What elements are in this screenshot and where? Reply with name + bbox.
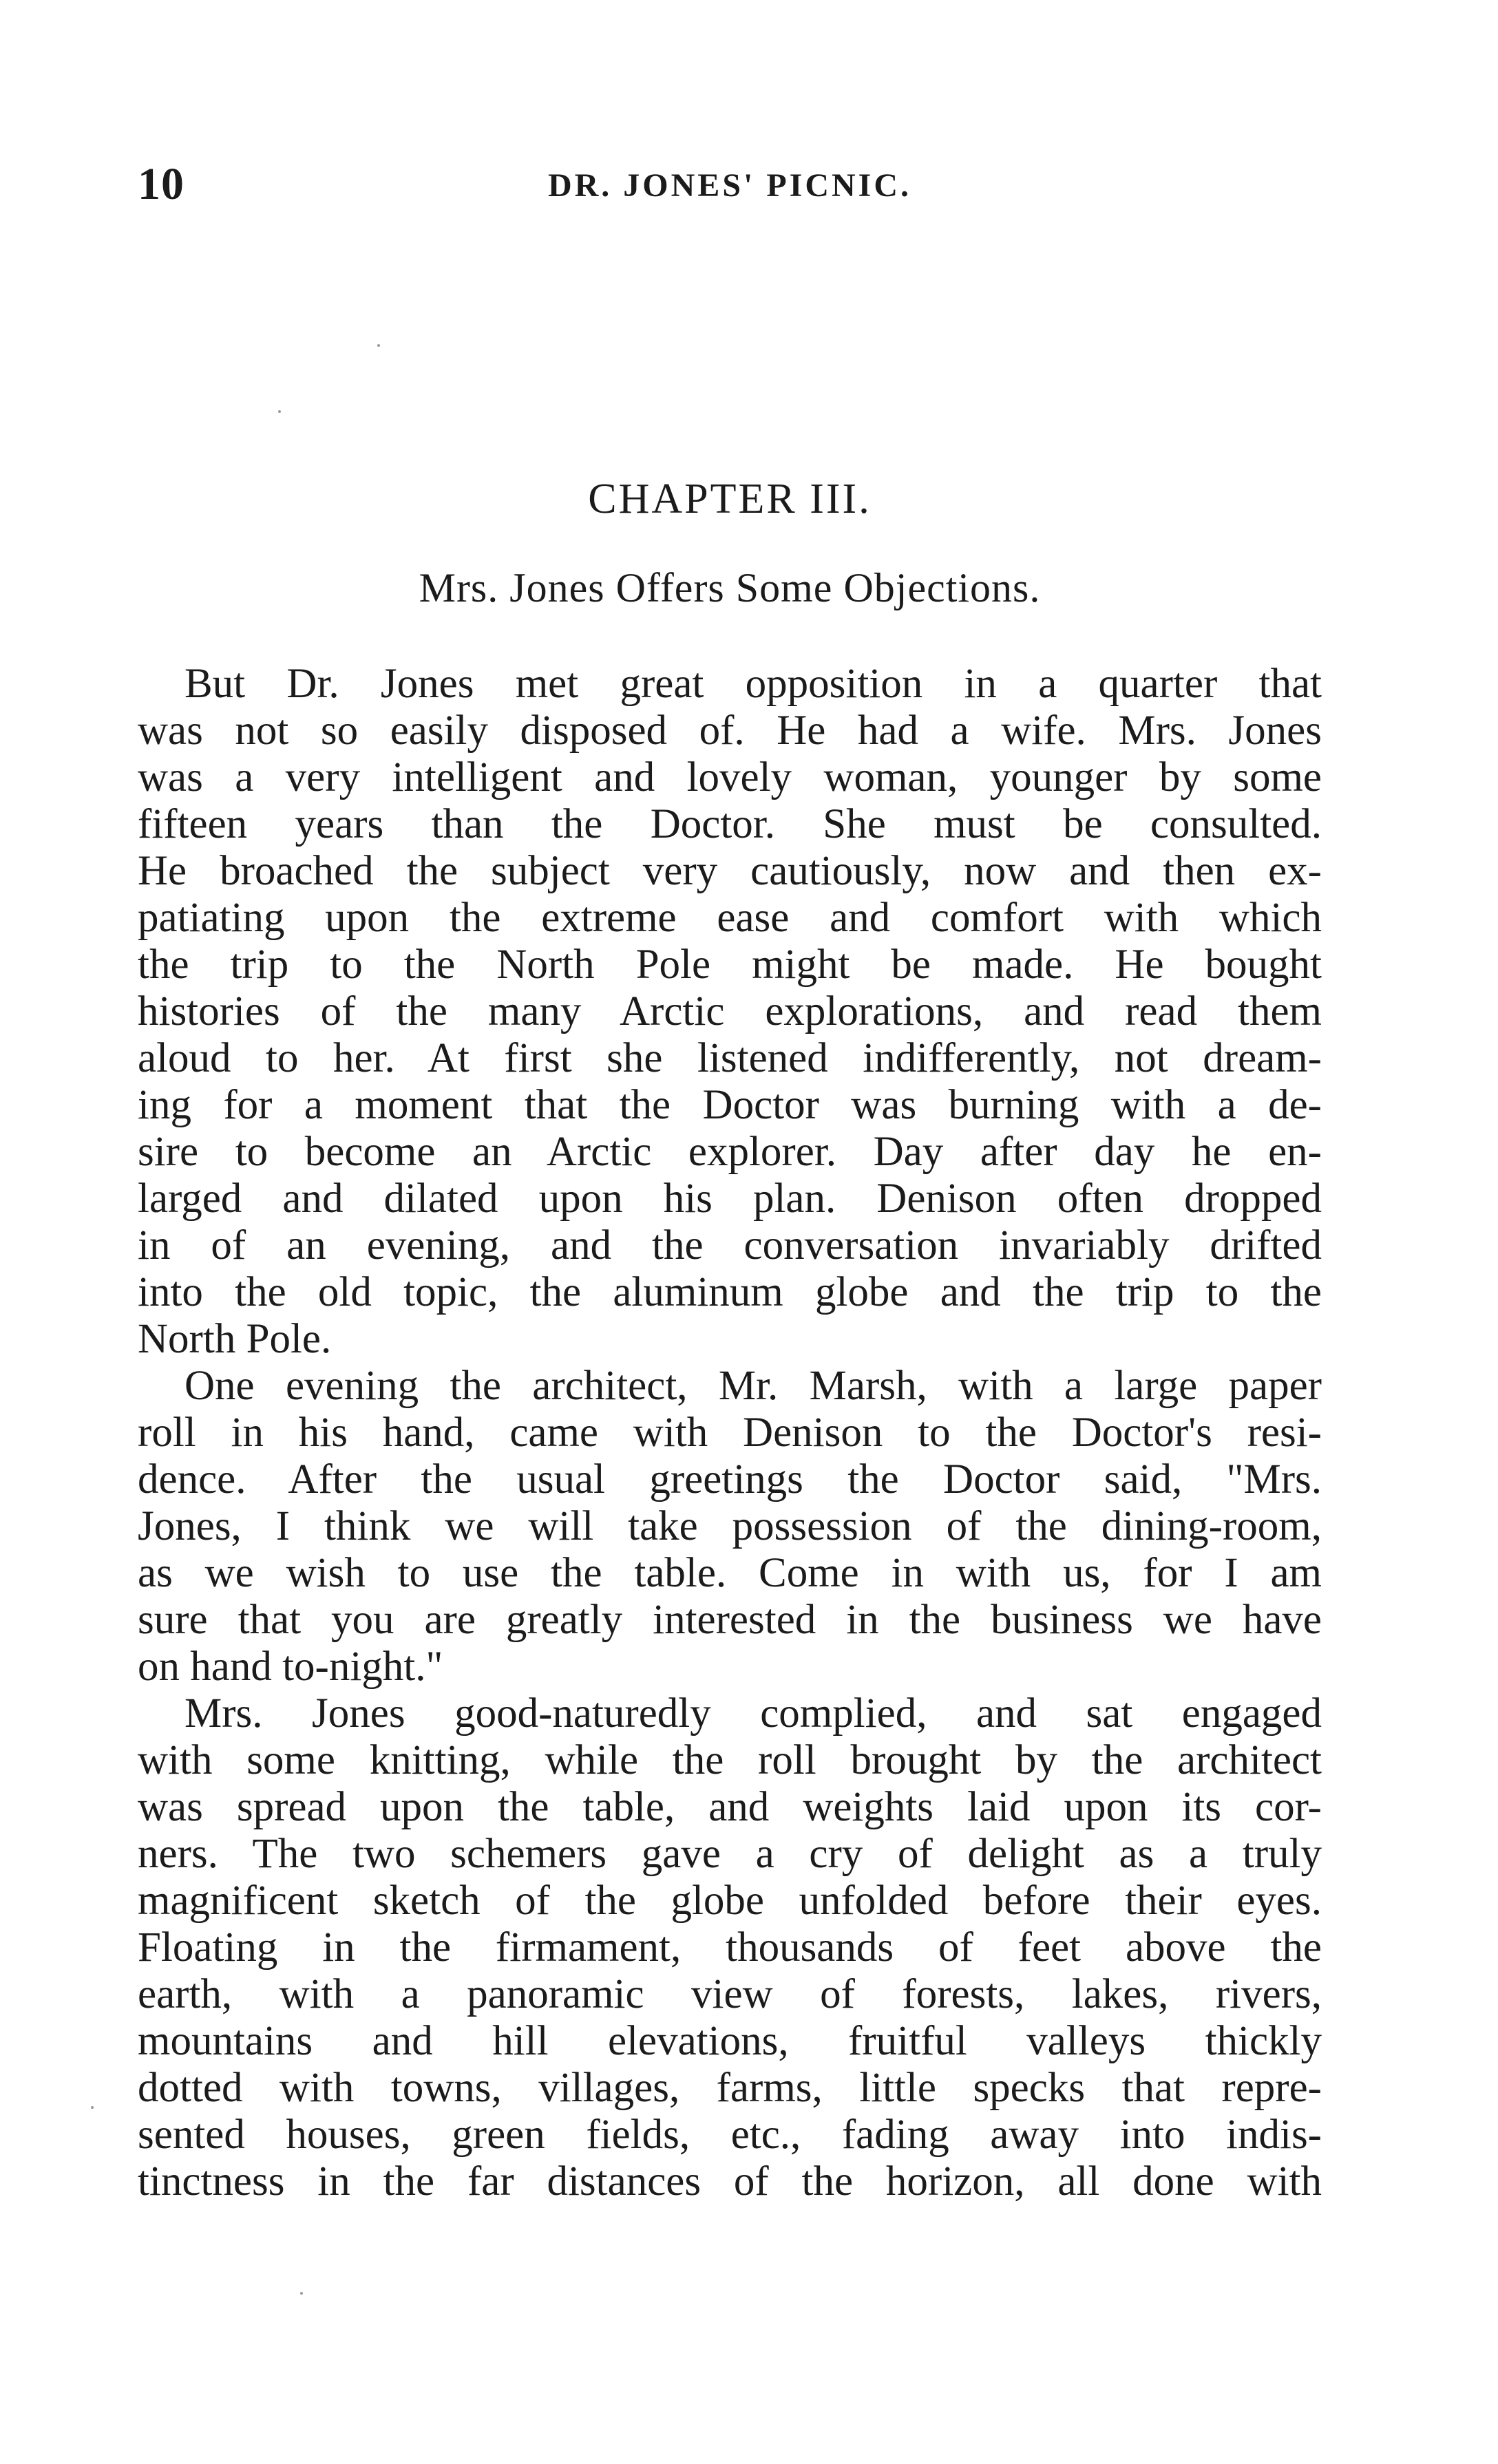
body-text: [138, 661, 1322, 2205]
text-line: Mrs. Jones good-naturedly complied, and sat engaged: [184, 1690, 1322, 1737]
text-line: larged and dilated upon his plan. Denison often dropped: [138, 1176, 1322, 1222]
page-header: [138, 158, 1322, 220]
text-line: tinctness in the far distances of the horizon, all done with: [138, 2158, 1322, 2205]
text-line: was a very intelligent and lovely woman, younger by some: [138, 754, 1322, 800]
text-line: sure that you are greatly interested in the business we have: [138, 1597, 1322, 1643]
text-line: was spread upon the table, and weights laid upon its cor-: [138, 1784, 1322, 1830]
text-line: was not so easily disposed of. He had a wife. Mrs. Jones: [138, 708, 1322, 754]
text-line: But Dr. Jones met great opposition in a quarter that: [184, 661, 1322, 707]
paper-speck: [300, 2292, 303, 2295]
text-line: mountains and hill elevations, fruitful valleys thickly: [138, 2018, 1322, 2064]
text-line: ing for a moment that the Doctor was burning with a de-: [138, 1082, 1322, 1128]
text-line: sire to become an Arctic explorer. Day after day he en-: [138, 1129, 1322, 1175]
text-line: North Pole.: [138, 1316, 332, 1362]
text-line: as we wish to use the table. Come in with us, for I am: [138, 1550, 1322, 1596]
paper-speck: [278, 410, 281, 413]
text-line: fifteen years than the Doctor. She must be consulted.: [138, 801, 1322, 847]
text-line: aloud to her. At first she listened indifferently, not dream-: [138, 1035, 1322, 1081]
text-line: Jones, I think we will take possession of the dining-room,: [138, 1503, 1322, 1549]
text-line: roll in his hand, came with Denison to the Doctor's resi-: [138, 1410, 1322, 1456]
text-line: dence. After the usual greetings the Doctor said, "Mrs.: [138, 1456, 1322, 1502]
text-line: He broached the subject very cautiously, now and then ex-: [138, 848, 1322, 894]
running-title: DR. JONES' PICNIC.: [547, 167, 912, 204]
text-line: Floating in the firmament, thousands of feet above the: [138, 1924, 1322, 1971]
text-line: the trip to the North Pole might be made. He bought: [138, 942, 1322, 988]
paper-speck: [91, 2106, 94, 2109]
text-line: into the old topic, the aluminum globe and the trip to the: [138, 1269, 1322, 1315]
text-line: ners. The two schemers gave a cry of delight as a truly: [138, 1831, 1322, 1877]
text-line: dotted with towns, villages, farms, little specks that repre-: [138, 2065, 1322, 2111]
chapter-heading: CHAPTER III.: [588, 476, 872, 522]
text-line: One evening the architect, Mr. Marsh, with a large paper: [184, 1363, 1322, 1409]
text-line: sented houses, green fields, etc., fading away into indis-: [138, 2112, 1322, 2158]
text-line: magnificent sketch of the globe unfolded before their eyes.: [138, 1878, 1322, 1924]
text-line: in of an evening, and the conversation invariably drifted: [138, 1222, 1322, 1268]
paper-speck: [377, 344, 380, 347]
text-line: on hand to-night.": [138, 1644, 443, 1690]
text-line: earth, with a panoramic view of forests, lakes, rivers,: [138, 1971, 1322, 2017]
chapter-subtitle: Mrs. Jones Offers Some Objections.: [419, 565, 1041, 610]
page-number: 10: [138, 159, 184, 209]
text-line: with some knitting, while the roll brought by the architect: [138, 1737, 1322, 1783]
text-line: patiating upon the extreme ease and comfort with which: [138, 895, 1322, 941]
text-line: histories of the many Arctic explorations, and read them: [138, 988, 1322, 1034]
